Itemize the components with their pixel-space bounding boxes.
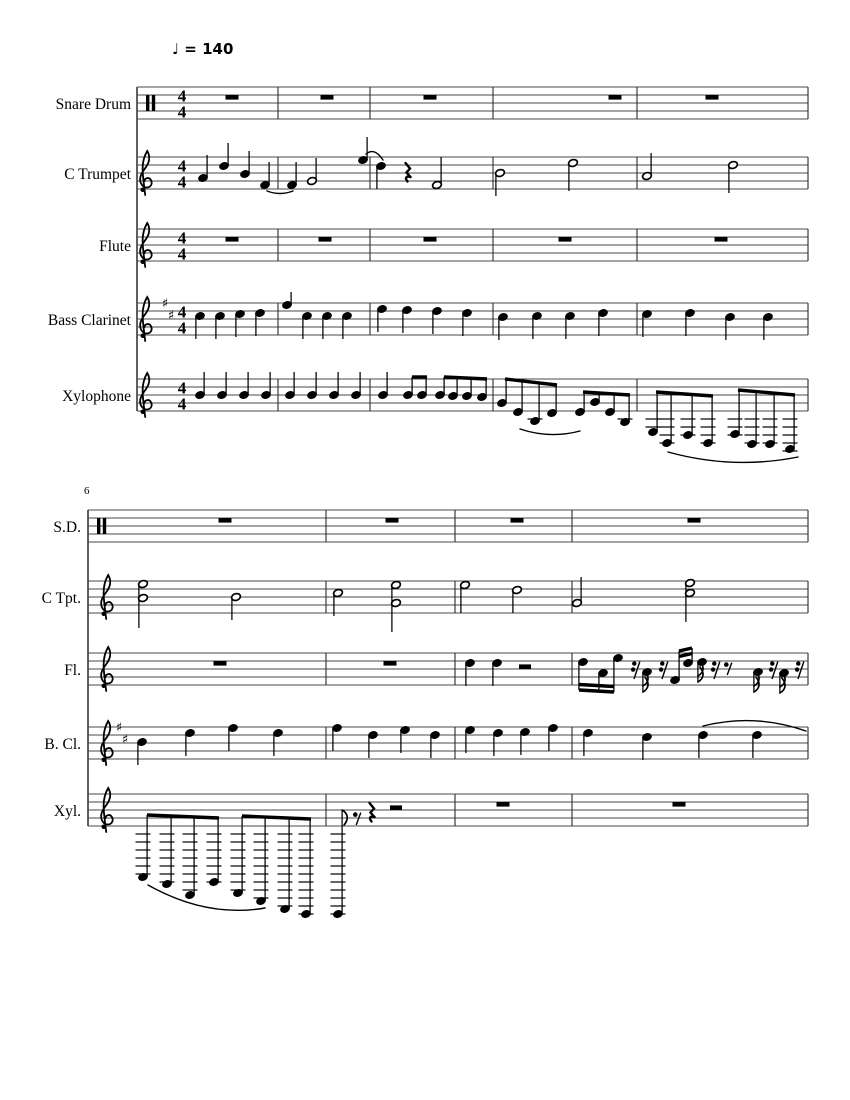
eighth-rest <box>353 812 358 817</box>
time-signature: 4 <box>177 302 187 322</box>
notehead <box>685 578 696 587</box>
sharp-sign: ♯ <box>167 308 175 324</box>
beam <box>444 377 487 379</box>
percussion-clef-icon <box>103 518 106 534</box>
half-rest <box>519 664 531 669</box>
percussion-clef-icon <box>146 95 149 111</box>
notehead <box>728 160 739 169</box>
slur-tie <box>520 429 580 435</box>
time-signature: 4 <box>177 172 187 192</box>
sixteenth-rest <box>770 661 774 665</box>
beam <box>679 654 692 657</box>
sixteenth-rest <box>712 661 716 665</box>
slur-tie <box>366 152 383 160</box>
time-signature: 4 <box>177 228 187 248</box>
notehead <box>572 598 583 607</box>
slur-tie <box>668 452 798 462</box>
treble-clef-icon <box>102 758 107 763</box>
staff-label-c-trumpet: C Trumpet <box>64 166 131 183</box>
staff-label-flute: Flute <box>99 238 131 255</box>
whole-rest <box>609 95 622 100</box>
beam <box>579 690 614 692</box>
beam <box>579 685 614 687</box>
sharp-sign: ♯ <box>161 296 169 312</box>
notehead <box>307 176 318 185</box>
staff-label-fl: Fl. <box>64 662 81 679</box>
whole-rest <box>386 518 399 523</box>
notehead <box>568 158 579 167</box>
whole-rest <box>688 518 701 523</box>
treble-clef-icon <box>141 410 146 415</box>
sixteenth-rest <box>711 667 715 671</box>
beam <box>242 816 311 819</box>
time-signature: 4 <box>177 86 187 106</box>
notehead <box>460 580 471 589</box>
beam <box>679 648 692 651</box>
notehead <box>231 592 242 601</box>
percussion-clef-icon <box>152 95 155 111</box>
quarter-rest <box>370 817 374 822</box>
notehead <box>512 585 523 594</box>
sixteenth-rest <box>796 661 800 665</box>
percussion-clef-icon <box>97 518 100 534</box>
treble-clef-icon <box>102 825 107 830</box>
whole-rest <box>424 237 437 242</box>
staff-label-bass-clarinet: Bass Clarinet <box>47 312 131 329</box>
slur-tie <box>267 191 293 194</box>
eighth-rest <box>724 662 729 667</box>
sixteenth-rest <box>795 667 799 671</box>
treble-clef-icon <box>102 684 107 689</box>
treble-clef-icon <box>141 188 146 193</box>
whole-rest <box>384 661 397 666</box>
measure-number: 6 <box>84 485 90 497</box>
sixteenth-rest <box>659 667 663 671</box>
staff-label-xyl: Xyl. <box>53 803 81 820</box>
notehead <box>432 180 443 189</box>
staff-label-xylophone: Xylophone <box>62 388 131 405</box>
treble-clef-icon <box>141 334 146 339</box>
whole-rest <box>226 237 239 242</box>
staff-label-snare-drum: Snare Drum <box>55 96 131 113</box>
whole-rest <box>226 95 239 100</box>
whole-rest <box>673 802 686 807</box>
whole-rest <box>559 237 572 242</box>
tempo-marking: ♩ = 140 <box>172 40 234 58</box>
time-signature: 4 <box>177 156 187 176</box>
sixteenth-rest <box>769 667 773 671</box>
whole-rest <box>706 95 719 100</box>
notehead <box>391 580 402 589</box>
whole-rest <box>715 237 728 242</box>
beam <box>505 379 557 385</box>
sixteenth-rest <box>631 667 635 671</box>
half-rest <box>390 805 402 810</box>
staff-label-ctpt: C Tpt. <box>41 590 81 607</box>
whole-rest <box>319 237 332 242</box>
beam <box>738 390 795 395</box>
sixteenth-rest <box>632 661 636 665</box>
sharp-sign: ♯ <box>115 720 123 736</box>
time-signature: 4 <box>177 378 187 398</box>
notehead <box>495 168 506 177</box>
treble-clef-icon <box>141 260 146 265</box>
staff-label-bcl: B. Cl. <box>44 736 81 753</box>
time-signature: 4 <box>177 102 187 122</box>
whole-rest <box>424 95 437 100</box>
notehead <box>333 588 344 597</box>
staff-label-sd: S.D. <box>53 519 81 536</box>
slur-tie <box>148 885 265 910</box>
slur-tie <box>703 721 806 731</box>
time-signature: 4 <box>177 318 187 338</box>
treble-clef-icon <box>102 612 107 617</box>
whole-rest <box>321 95 334 100</box>
time-signature: 4 <box>177 244 187 264</box>
whole-rest <box>497 802 510 807</box>
whole-rest <box>214 661 227 666</box>
sharp-sign: ♯ <box>121 732 129 748</box>
sixteenth-rest <box>660 661 664 665</box>
time-signature: 4 <box>177 394 187 414</box>
whole-rest <box>511 518 524 523</box>
whole-rest <box>219 518 232 523</box>
